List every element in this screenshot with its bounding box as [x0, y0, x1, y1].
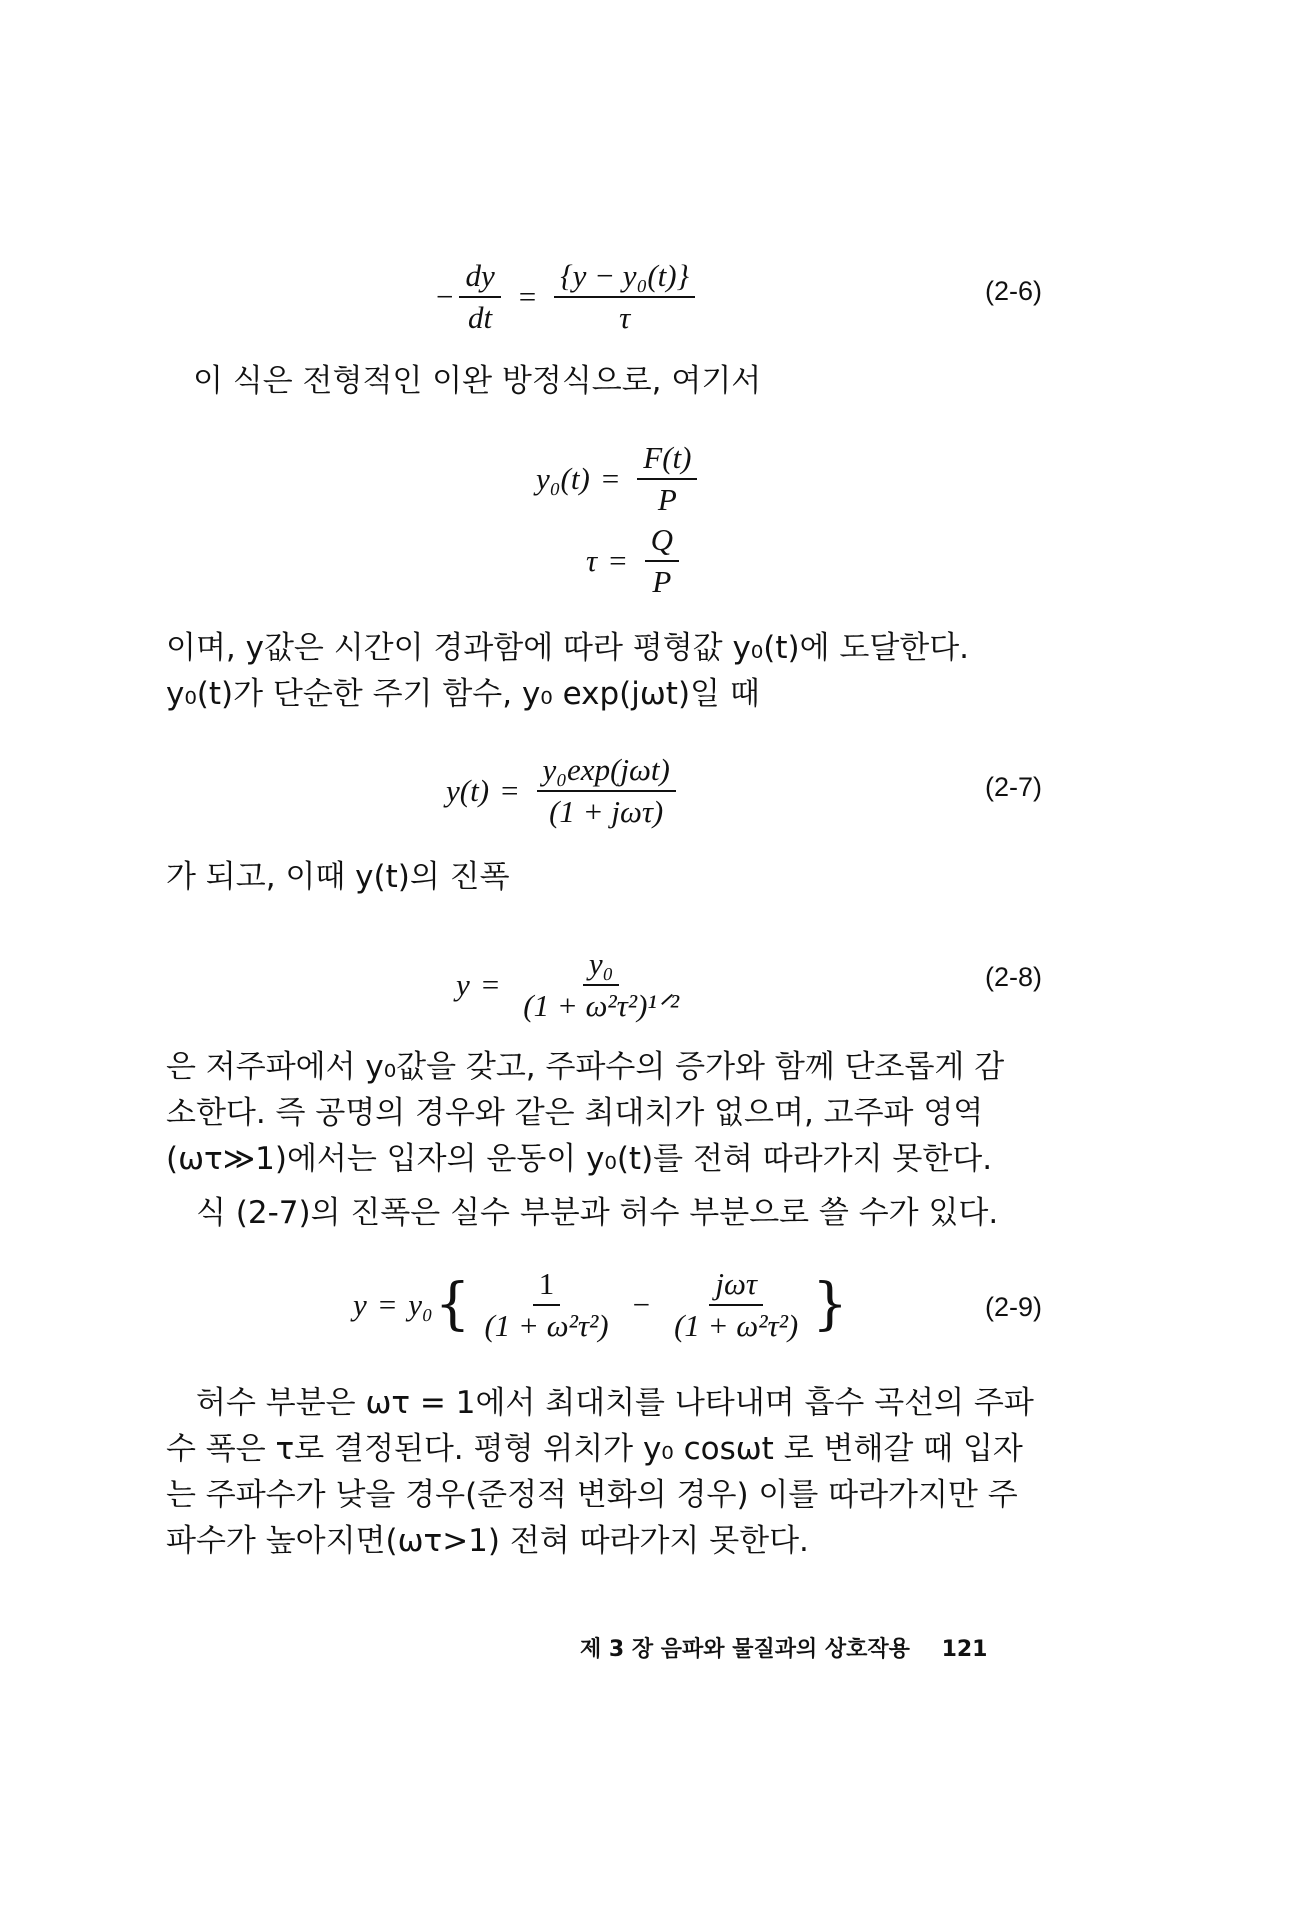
eq-fraction — [478, 1266, 614, 1344]
paragraph-2 — [166, 625, 969, 717]
eq-fraction — [459, 258, 500, 336]
text-line: 수 폭은 τ로 결정된다. 평형 위치가 y₀ cosωt 로 변해갈 때 입자 — [166, 1431, 1023, 1467]
eq-lhs: τ — [586, 543, 598, 578]
text-line: 파수가 높아지면(ωτ>1) 전혀 따라가지 못한다. — [166, 1523, 809, 1559]
equation-number: (2-8) — [985, 962, 1043, 992]
equation-2-8 — [456, 946, 691, 1024]
text-line: 이며, y값은 시간이 경과함에 따라 평형값 y₀(t)에 도달한다. — [166, 630, 970, 666]
text-line: y₀(t)가 단순한 주기 함수, y₀ exp(jωt)일 때 — [166, 676, 760, 712]
eq-lhs: y₀(t) — [536, 461, 590, 496]
eq-coefficient: y₀ — [408, 1287, 433, 1322]
eq-lhs: y(t) — [446, 773, 490, 808]
text-line: 소한다. 즉 공명의 경우와 같은 최대치가 없으며, 고주파 영역 — [166, 1095, 984, 1131]
paragraph-5 — [196, 1190, 998, 1236]
equation-2-7 — [446, 752, 682, 830]
eq-fraction — [517, 946, 685, 1024]
eq-numerator: jωτ — [715, 1266, 757, 1301]
eq-fraction — [554, 258, 695, 336]
eq-numerator: y₀ — [588, 946, 614, 981]
equation-2-9 — [353, 1266, 850, 1344]
page-footer — [580, 1632, 988, 1663]
eq-close-brace: } — [812, 1272, 848, 1337]
text-line: 이 식은 전형적인 이완 방정식으로, 여기서 — [193, 363, 762, 399]
eq-operator: − — [632, 1287, 651, 1322]
text-line: 가 되고, 이때 y(t)의 진폭 — [166, 859, 510, 895]
eq-lhs: y — [353, 1287, 367, 1322]
paragraph-1 — [193, 358, 761, 404]
eq-denominator: (1 + jωτ) — [549, 794, 664, 829]
paragraph-6 — [166, 1380, 1034, 1564]
eq-operator: = — [518, 279, 537, 314]
equation-2-6 — [436, 258, 701, 336]
equation-number: (2-6) — [985, 276, 1043, 306]
eq-denominator: (1 + ω²τ²) — [674, 1308, 799, 1343]
eq-numerator: 1 — [538, 1266, 555, 1301]
text-line: 은 저주파에서 y₀값을 갖고, 주파수의 증가와 함께 단조롭게 감 — [166, 1049, 1005, 1085]
text-line: 식 (2-7)의 진폭은 실수 부분과 허수 부분으로 쓸 수가 있다. — [196, 1195, 999, 1231]
eq-numerator: Q — [650, 522, 673, 557]
eq-operator: = — [609, 543, 627, 578]
eq-denominator: P — [652, 564, 672, 599]
eq-minus: − — [436, 279, 454, 314]
eq-denominator: P — [657, 482, 677, 517]
eq-operator: = — [378, 1287, 397, 1322]
equation-y0-definition — [536, 440, 703, 518]
text-line: 는 주파수가 낮을 경우(준정적 변화의 경우) 이를 따라가지만 주 — [166, 1477, 1018, 1513]
eq-operator: = — [501, 773, 519, 808]
eq-denominator: τ — [619, 300, 631, 335]
paragraph-3 — [166, 854, 510, 900]
eq-denominator: dt — [468, 300, 493, 335]
eq-numerator: y₀exp(jωt) — [542, 752, 670, 787]
eq-numerator: {y − y₀(t)} — [560, 258, 690, 293]
paragraph-4 — [166, 1044, 1004, 1182]
eq-open-brace: { — [434, 1272, 471, 1337]
eq-denominator: (1 + ω²τ²) — [484, 1308, 609, 1343]
chapter-title: 제 3 장 음파와 물질과의 상호작용 — [580, 1637, 910, 1662]
eq-fraction — [637, 440, 697, 518]
eq-lhs: y — [456, 967, 470, 1002]
equation-tau-definition — [586, 522, 685, 600]
equation-number: (2-9) — [985, 1292, 1043, 1322]
eq-fraction — [645, 522, 679, 600]
eq-numerator: F(t) — [643, 440, 692, 475]
text-line: (ωτ≫1)에서는 입자의 운동이 y₀(t)를 전혀 따라가지 못한다. — [166, 1141, 993, 1177]
eq-fraction — [668, 1266, 804, 1344]
page-number: 121 — [941, 1637, 988, 1662]
text-line: 허수 부분은 ωτ = 1에서 최대치를 나타내며 흡수 곡선의 주파 — [196, 1385, 1034, 1421]
eq-fraction — [537, 752, 676, 830]
eq-operator: = — [601, 461, 620, 496]
eq-numerator: dy — [465, 258, 495, 293]
equation-number: (2-7) — [985, 772, 1043, 802]
eq-denominator: (1 + ω²τ²)¹ᐟ² — [523, 988, 680, 1023]
eq-operator: = — [481, 967, 500, 1002]
